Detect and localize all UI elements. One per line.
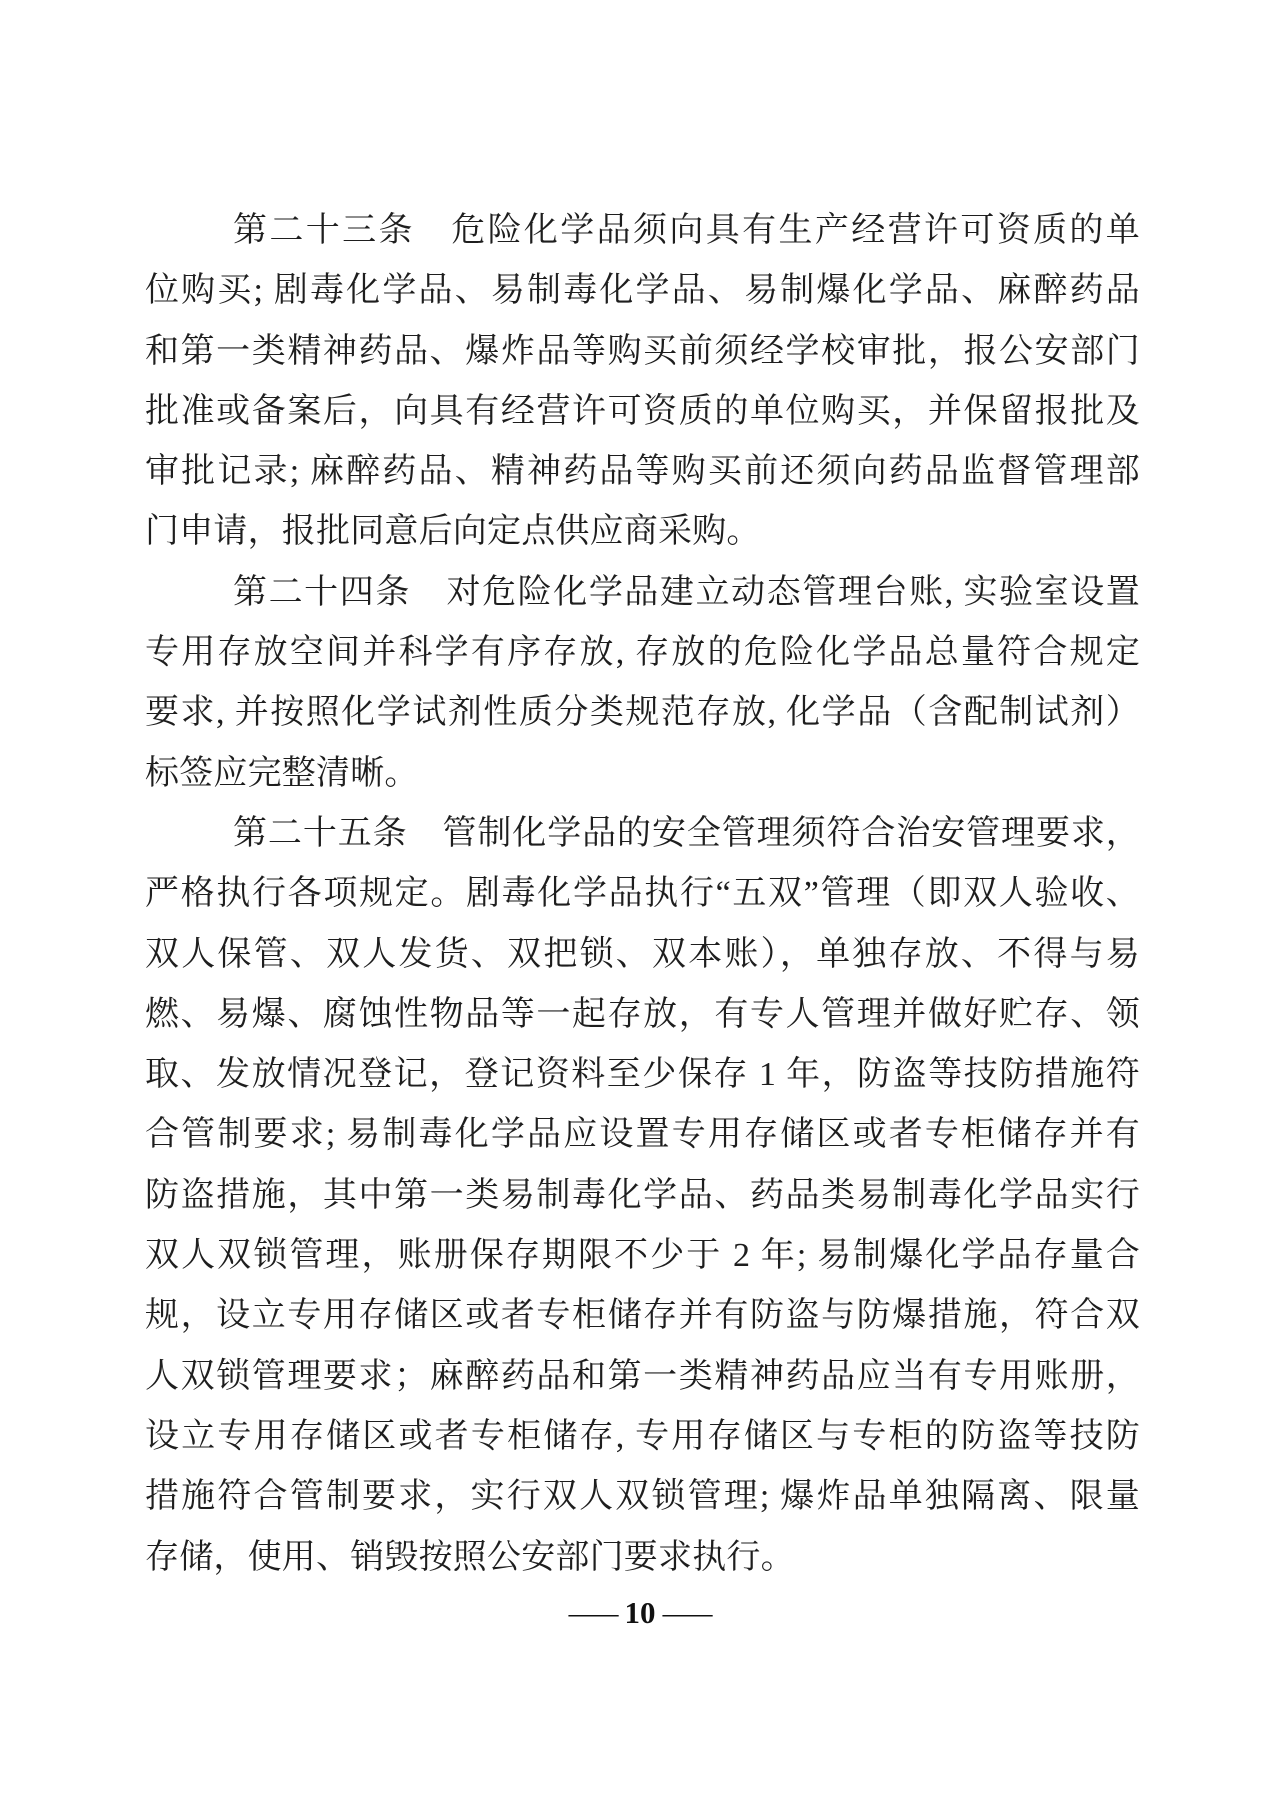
text-line: 设立专用存储区或者专柜储存, 专用存储区与专柜的防盗等技防 — [145, 1417, 1140, 1455]
text-line: 双人双锁管理，账册保存期限不少于 2 年; 易制爆化学品存量合 — [145, 1237, 1140, 1275]
text-line: 取、发放情况登记，登记资料至少保存 1 年，防盗等技防措施符 — [145, 1056, 1140, 1094]
text-line: 要求, 并按照化学试剂性质分类规范存放, 化学品（含配制试剂） — [145, 694, 1140, 732]
text-line: 防盗措施，其中第一类易制毒化学品、药品类易制毒化学品实行 — [145, 1176, 1140, 1214]
text-line: 第二十三条 危险化学品须向具有生产经营许可资质的单 — [233, 212, 1140, 249]
footer-dash-left: — — [568, 1595, 618, 1630]
text-line: 位购买; 剧毒化学品、易制毒化学品、易制爆化学品、麻醉药品 — [145, 272, 1140, 310]
page-footer — [0, 1592, 1280, 1634]
page-number: 10 — [624, 1595, 656, 1630]
text-line: 存储，使用、销毁按照公安部门要求执行。 — [145, 1538, 795, 1576]
text-line: 第二十四条 对危险化学品建立动态管理台账, 实验室设置 — [233, 573, 1140, 611]
text-line: 专用存放空间并科学有序存放, 存放的危险化学品总量符合规定 — [145, 634, 1140, 672]
text-line: 门申请，报批同意后向定点供应商采购。 — [145, 513, 761, 551]
text-line: 批准或备案后，向具有经营许可资质的单位购买，并保留报批及 — [145, 392, 1140, 430]
text-line: 标签应完整清晰。 — [145, 754, 419, 792]
text-line: 和第一类精神药品、爆炸品等购买前须经学校审批，报公安部门 — [145, 332, 1140, 370]
text-line: 严格执行各项规定。剧毒化学品执行“五双”管理（即双人验收、 — [145, 875, 1140, 913]
text-line: 双人保管、双人发货、双把锁、双本账），单独存放、不得与易 — [145, 935, 1140, 973]
text-line: 燃、易爆、腐蚀性物品等一起存放，有专人管理并做好贮存、领 — [145, 995, 1140, 1033]
text-line: 人双锁管理要求；麻醉药品和第一类精神药品应当有专用账册， — [145, 1357, 1140, 1395]
text-line: 措施符合管制要求，实行双人双锁管理; 爆炸品单独隔离、限量 — [145, 1478, 1140, 1516]
text-line: 审批记录; 麻醉药品、精神药品等购买前还须向药品监督管理部 — [145, 453, 1140, 491]
text-line: 合管制要求; 易制毒化学品应设置专用存储区或者专柜储存并有 — [145, 1116, 1140, 1154]
text-line: 规，设立专用存储区或者专柜储存并有防盗与防爆措施，符合双 — [145, 1297, 1140, 1335]
text-line: 第二十五条 管制化学品的安全管理须符合治安管理要求， — [233, 814, 1140, 852]
document-body — [145, 201, 1140, 1588]
footer-dash-right: — — [662, 1595, 712, 1630]
